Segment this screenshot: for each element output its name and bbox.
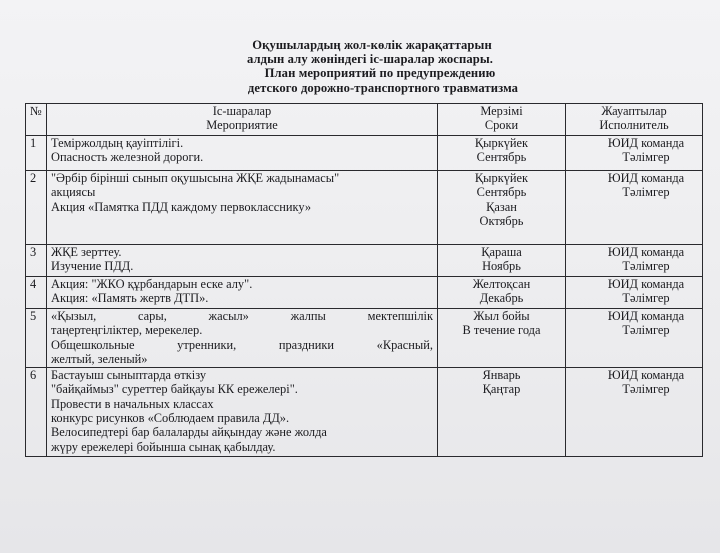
event-line: акциясы	[51, 185, 96, 200]
event-line: Изучение ПДД.	[51, 259, 134, 274]
events-plan-table	[25, 103, 703, 457]
header-date-kz: Мерзімі	[480, 104, 523, 118]
row-number: 4	[26, 277, 47, 309]
row-date	[438, 309, 566, 368]
date-line: В течение года	[462, 323, 541, 338]
date-line: Жыл бойы	[473, 309, 530, 323]
row-number: 5	[26, 309, 47, 368]
row-event	[47, 171, 438, 245]
row-responsible	[566, 136, 703, 171]
date-line: Қаңтар	[482, 382, 521, 397]
responsible-line: Тәлімгер	[622, 185, 670, 200]
date-line: Ноябрь	[482, 259, 521, 274]
event-line: ЖҚЕ зерттеу.	[51, 245, 122, 259]
responsible-line: Тәлімгер	[622, 382, 670, 397]
event-line: "Әрбір бірінші сынып оқушысына ЖҚЕ жадынамасы"	[51, 171, 340, 185]
row-date	[438, 277, 566, 309]
header-responsible-kz: Жауаптылар	[601, 104, 667, 118]
responsible-line: Тәлімгер	[622, 259, 670, 274]
header-event-kz: Іс-шаралар	[212, 104, 272, 118]
responsible-line: ЮИД команда	[607, 277, 685, 291]
event-line: Общешкольные утренники, праздники «Красный,	[51, 337, 433, 352]
row-date	[438, 245, 566, 277]
table-row	[26, 171, 703, 245]
event-line: Бастауыш сыныптарда өткізу	[51, 368, 207, 383]
date-line: Январь	[482, 368, 521, 383]
event-line: таңертеңгіліктер, мерекелер.	[51, 323, 203, 338]
event-line: Акция: «Память жертв ДТП».	[51, 291, 209, 306]
responsible-line: ЮИД команда	[607, 171, 685, 185]
row-date	[438, 171, 566, 245]
row-event	[47, 245, 438, 277]
date-line: Сентябрь	[476, 185, 527, 200]
date-line: Қазан	[486, 199, 517, 214]
row-number: 3	[26, 245, 47, 277]
event-line: конкурс рисунков «Соблюдаем правила ДД».	[51, 411, 290, 426]
header-date	[438, 104, 566, 136]
responsible-line: Тәлімгер	[622, 150, 670, 165]
date-line: Қыркүйек	[474, 136, 529, 150]
table-header-row	[26, 104, 703, 136]
row-responsible	[566, 309, 703, 368]
row-responsible	[566, 277, 703, 309]
event-line: желтый, зеленый»	[51, 351, 148, 366]
table-row	[26, 368, 703, 457]
responsible-line: ЮИД команда	[607, 309, 685, 323]
row-number: 2	[26, 171, 47, 245]
row-responsible	[566, 245, 703, 277]
row-responsible	[566, 368, 703, 457]
responsible-line: ЮИД команда	[607, 245, 685, 259]
date-line: Қараша	[481, 245, 522, 259]
title-line-2: алдын алу жөніндегі іс-шаралар жоспары.	[246, 52, 494, 67]
table-row	[26, 136, 703, 171]
table-row	[26, 245, 703, 277]
header-event	[47, 104, 438, 136]
header-date-ru: Сроки	[484, 118, 519, 133]
header-responsible-ru: Исполнитель	[599, 118, 669, 133]
header-responsible	[566, 104, 703, 136]
date-line: Октябрь	[479, 213, 524, 228]
responsible-line: Тәлімгер	[622, 291, 670, 306]
event-line: жүру ережелері бойынша сынақ қабылдау.	[51, 439, 276, 454]
document-title	[180, 38, 560, 95]
title-line-3: План мероприятий по предупреждению	[264, 66, 496, 81]
row-number: 1	[26, 136, 47, 171]
row-event	[47, 368, 438, 457]
date-line: Декабрь	[479, 291, 524, 306]
row-date	[438, 136, 566, 171]
row-number: 6	[26, 368, 47, 457]
event-line: Теміржолдың қауіптілігі.	[51, 136, 184, 150]
table-row	[26, 277, 703, 309]
table-row	[26, 309, 703, 368]
header-event-ru: Мероприятие	[206, 118, 278, 133]
title-line-1: Оқушылардың жол-көлік жарақаттарын	[252, 38, 492, 52]
date-line: Желтоқсан	[472, 277, 531, 291]
event-line: «Қызыл, сары, жасыл» жалпы мектепшілік	[51, 309, 433, 323]
title-line-4: детского дорожно-транспортного травматизма	[247, 80, 519, 95]
responsible-line: ЮИД команда	[607, 368, 685, 383]
row-event	[47, 277, 438, 309]
date-line: Қыркүйек	[474, 171, 529, 185]
row-responsible	[566, 171, 703, 245]
responsible-line: ЮИД команда	[607, 136, 685, 150]
event-line: "байқаймыз" суреттер байқауы КК ережелері".	[51, 382, 298, 397]
event-line: Велосипедтері бар балаларды айқындау және жолда	[51, 425, 327, 440]
event-line: Провести в начальных классах	[51, 396, 214, 411]
date-line: Сентябрь	[476, 150, 527, 165]
row-event	[47, 309, 438, 368]
event-line: Акция «Памятка ПДД каждому первокласснику»	[51, 199, 312, 214]
responsible-line: Тәлімгер	[622, 323, 670, 338]
event-line: Акция: "ЖКО құрбандарын еске алу".	[51, 277, 253, 291]
header-number-label: №	[30, 104, 42, 118]
row-date	[438, 368, 566, 457]
event-line: Опасность железной дороги.	[51, 150, 204, 165]
row-event	[47, 136, 438, 171]
header-number	[26, 104, 47, 136]
